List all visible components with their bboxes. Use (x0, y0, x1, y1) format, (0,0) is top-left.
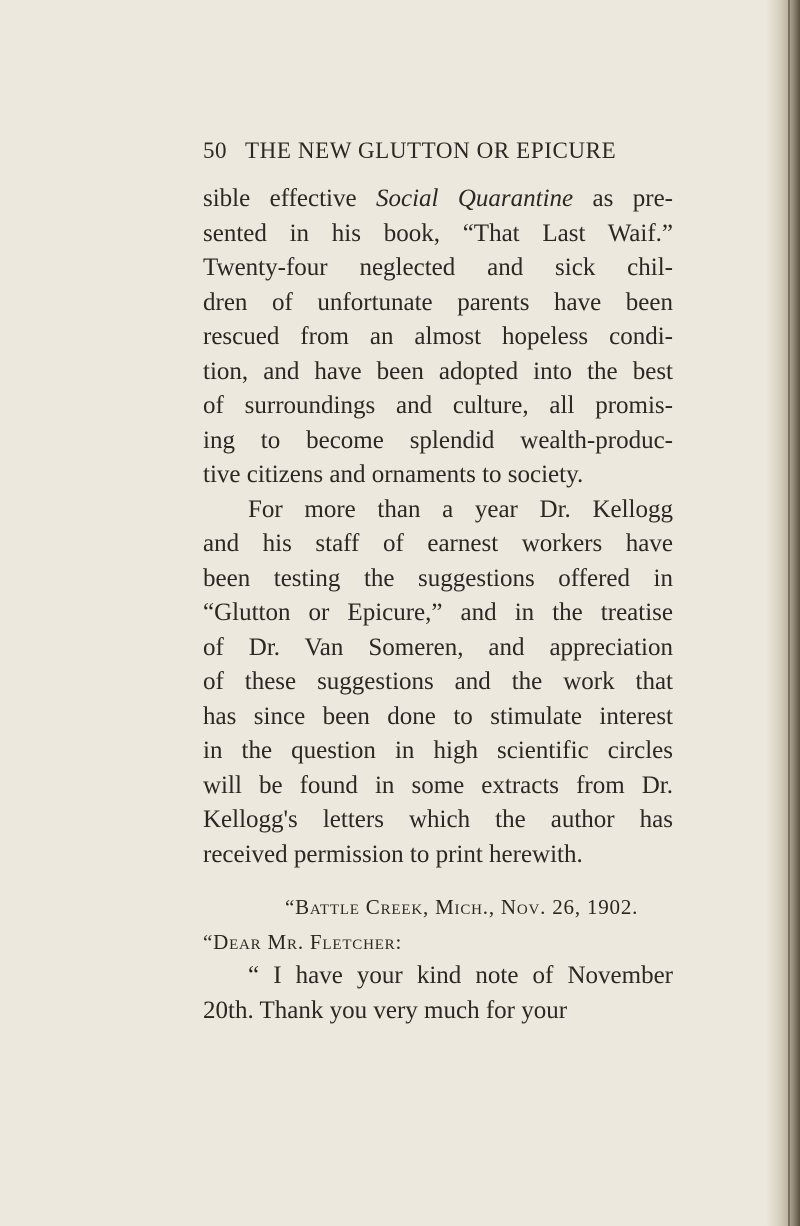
text-line: tion, and have been adopted into the best (203, 357, 673, 385)
text-line: of surroundings and culture, all promis- (203, 392, 673, 419)
text-line: dren of unfortunate parents have been (203, 288, 673, 316)
text-line: rescued from an almost hopeless condi- (203, 323, 673, 350)
running-title: THE NEW GLUTTON OR EPICURE (245, 138, 617, 163)
text-span: as pre- (573, 185, 673, 212)
letter-salutation: “Dear Mr. Fletcher: (203, 929, 403, 954)
text-span: sible effective (203, 185, 376, 212)
text-line: received permission to print herewith. (203, 840, 583, 868)
page-header (203, 138, 673, 172)
text-line: of Dr. Van Someren, and appreciation (203, 633, 673, 661)
page-edge-line (788, 0, 790, 1226)
letter-line: 20th. Thank you very much for your (203, 996, 568, 1024)
text-line: tive citizens and ornaments to society. (203, 461, 584, 488)
text-line: Twenty-four neglected and sick chil- (203, 254, 673, 281)
section-gap (203, 872, 673, 890)
text-line: and his staff of earnest workers have (203, 530, 673, 557)
text-line: of these suggestions and the work that (203, 668, 673, 695)
text-line: will be found in some extracts from Dr. (203, 771, 673, 799)
body-text (203, 182, 673, 1028)
text-line: sented in his book, “That Last Waif.” (203, 219, 673, 247)
letter-dateline: “Battle Creek, Mich., Nov. 26, 1902. (285, 895, 639, 919)
letter-line: “ I have your kind note of November (248, 962, 673, 989)
text-line: Kellogg's letters which the author has (203, 806, 673, 833)
text-line: in the question in high scientific circles (203, 737, 673, 764)
text-line: “Glutton or Epicure,” and in the treatise (203, 599, 673, 626)
text-line: has since been done to stimulate interest (203, 702, 673, 730)
text-line: ing to become splendid wealth-produc- (203, 426, 673, 454)
text-line (203, 182, 673, 217)
page-number: 50 (203, 138, 227, 163)
text-line: For more than a year Dr. Kellogg (248, 495, 673, 523)
text-line: been testing the suggestions offered in (203, 564, 673, 592)
page-edge (766, 0, 800, 1226)
book-title-italic: Social Quarantine (375, 185, 574, 212)
